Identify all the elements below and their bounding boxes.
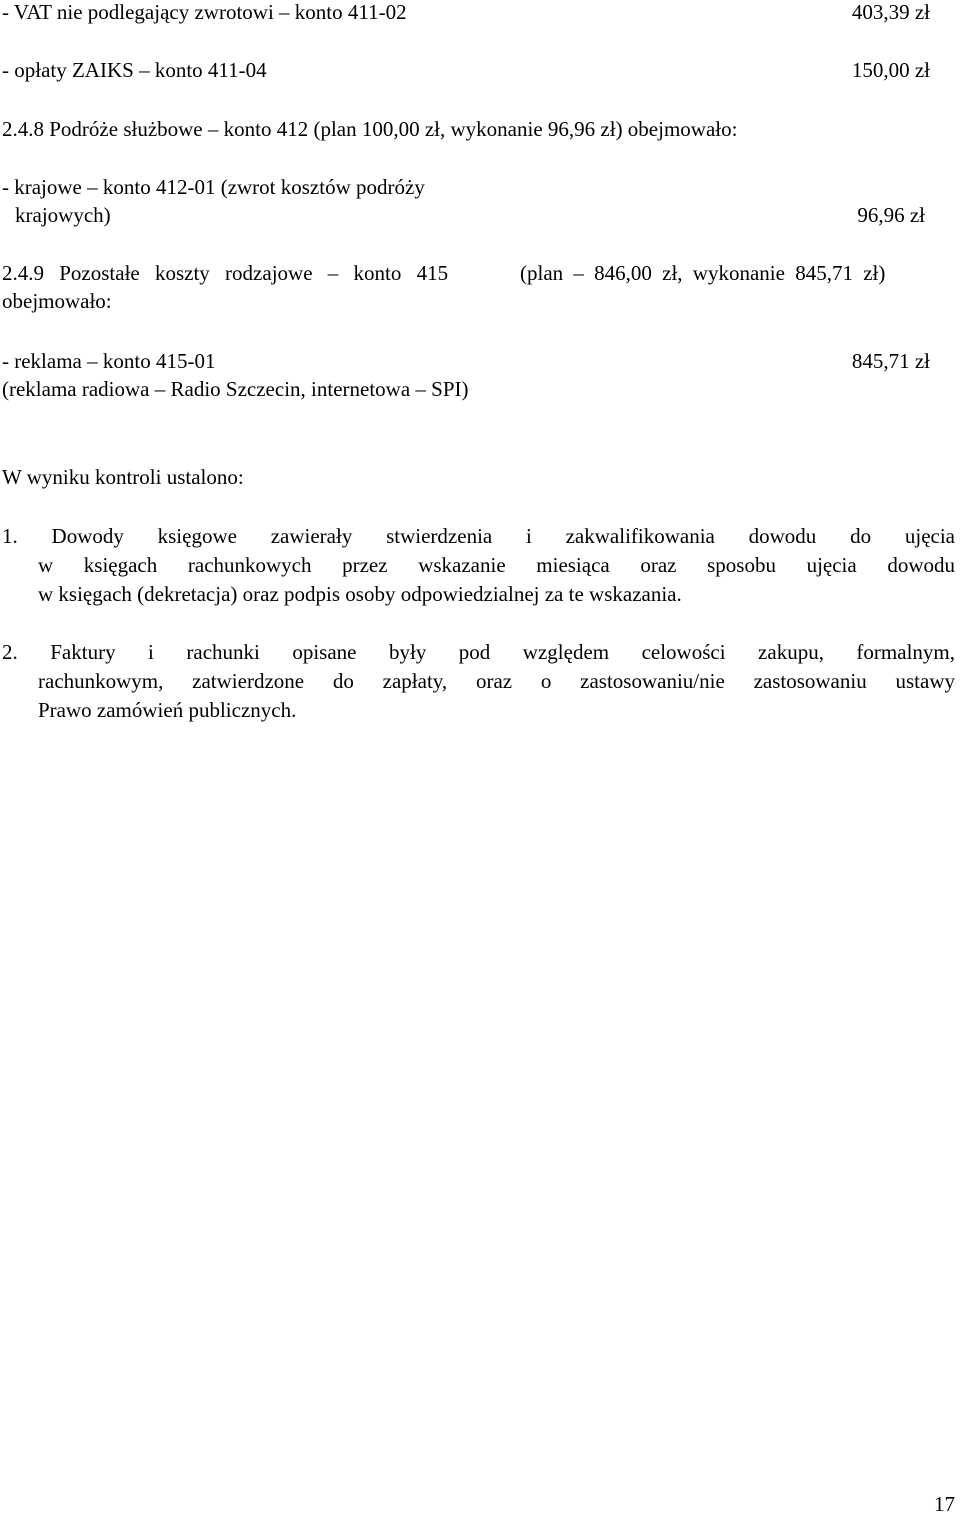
finding-1-line1: 1. Dowody księgowe zawierały stwierdzenia i zakwalifikowania dowodu do ujęcia <box>2 524 955 548</box>
vat-item-amount: 403,39 zł <box>851 0 930 24</box>
section-249-item-amount: 845,71 zł <box>851 349 930 373</box>
section-249-item-line1: - reklama – konto 415-01 <box>2 349 216 373</box>
section-249-heading-left <box>2 259 496 287</box>
section-248-item-line1: - krajowe – konto 412-01 (zwrot kosztów podróży <box>2 175 425 199</box>
zaiks-item-label: - opłaty ZAIKS – konto 411-04 <box>2 58 267 82</box>
finding-2-line1: 2. Faktury i rachunki opisane były pod względem celowości zakupu, formalnym, <box>2 640 955 664</box>
page-number: 17 <box>934 1492 955 1516</box>
zaiks-item-amount: 150,00 zł <box>851 58 930 82</box>
section-249-heading-right: (plan – 846,00 zł, wykonanie 845,71 zł) <box>520 261 886 285</box>
vat-item-label: - VAT nie podlegający zwrotowi – konto 411-02 <box>2 0 407 24</box>
section-249-heading-left-text: 2.4.9 Pozostałe koszty rodzajowe – konto 415 <box>2 261 449 285</box>
section-248-item-line2: krajowych) <box>15 203 111 227</box>
section-248-item-amount: 96,96 zł <box>857 203 925 227</box>
finding-2-line2: rachunkowym, zatwierdzone do zapłaty, oraz o zastosowaniu/nie zastosowaniu ustawy <box>38 669 955 693</box>
finding-1-line3: w księgach (dekretacja) oraz podpis osoby odpowiedzialnej za te wskazania. <box>38 582 682 606</box>
finding-2-line3: Prawo zamówień publicznych. <box>38 698 297 722</box>
section-248-heading: 2.4.8 Podróże służbowe – konto 412 (plan 100,00 zł, wykonanie 96,96 zł) obejmowało: <box>2 117 738 141</box>
finding-1-line2: w księgach rachunkowych przez wskazanie miesiąca oraz sposobu ujęcia dowodu <box>38 553 955 577</box>
findings-intro: W wyniku kontroli ustalono: <box>2 465 244 489</box>
section-249-heading-line2: obejmowało: <box>2 289 112 313</box>
section-249-item-line2: (reklama radiowa – Radio Szczecin, internetowa – SPI) <box>2 377 469 401</box>
